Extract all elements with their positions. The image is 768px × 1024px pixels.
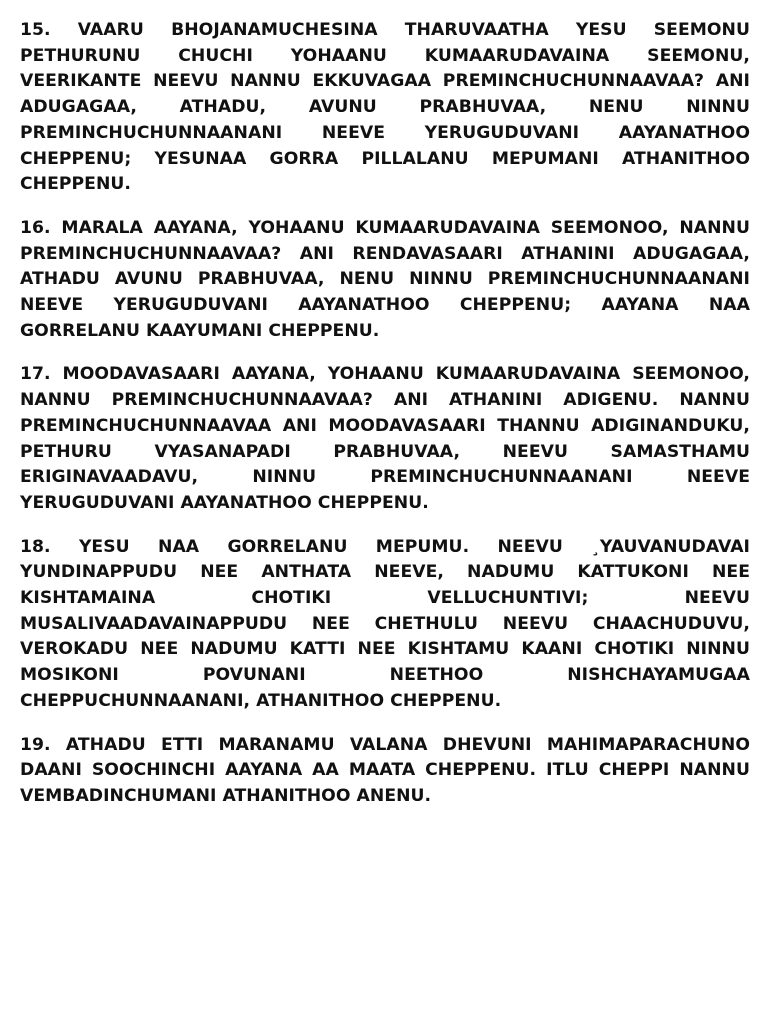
verse-16: 16. MARALA AAYANA, YOHAANU KUMAARUDAVAINA SEEMONOO, NANNU PREMINCHUCHUNNAAVAA? ANI RENDAVASAARI ATHANINI ADUGAGAA, ATHADU AVUNU PRABHUVAA, NENU NINNU PREMINCHUCHUNNAANANI NEEVE YERUGUDUVANI AAYANATHOO CHEPPENU; AAYANA NAA GORRELANU KAAYUMANI CHEPPENU.	[20, 217, 750, 341]
verse-17: 17. MOODAVASAARI AAYANA, YOHAANU KUMAARUDAVAINA SEEMONOO, NANNU PREMINCHUCHUNNAAVAA? ANI ATHANINI ADIGENU. NANNU PREMINCHUCHUNNAAVAA ANI MOODAVASAARI THANNU ADIGINANDUKU, PETHURU VYASANAPADI PRABHUVAA, NEEVU SAMASTHAMU ERIGINAVAADAVU, NINNU PREMINCHUCHUNNAANANI NEEVE YERUGUDUVANI AAYANATHOO CHEPPENU.	[20, 364, 750, 513]
verse-19: 19. ATHADU ETTI MARANAMU VALANA DHEVUNI MAHIMAPARACHUNO DAANI SOOCHINCHI AAYANA AA MAATA CHEPPENU. ITLU CHEPPI NANNU VEMBADINCHUMANI ATHANITHOO ANENU.	[20, 734, 750, 806]
verse-18: 18. YESU NAA GORRELANU MEPUMU. NEEVU ¸YAUVANUDAVAI YUNDINAPPUDU NEE ANTHATA NEEVE, NADUMU KATTUKONI NEE KISHTAMAINA CHOTIKI VELLUCHUNTIVI; NEEVU MUSALIVAADAVAINAPPUDU NEE CHETHULU NEEVU CHAACHUDUVU, VEROKADU NEE NADUMU KATTI NEE KISHTAMU KAANI CHOTIKI NINNU MOSIKONI POVUNANI NEETHOO NISHCHAYAMUGAA CHEPPUCHUNNAANANI, ATHANITHOO CHEPPENU.	[20, 536, 750, 711]
document-page	[20, 18, 750, 828]
verse-15: 15. VAARU BHOJANAMUCHESINA THARUVAATHA YESU SEEMONU PETHURUNU CHUCHI YOHAANU KUMAARUDAVAINA SEEMONU, VEERIKANTE NEEVU NANNU EKKUVAGAA PREMINCHUCHUNNAAVAA? ANI ADUGAGAA, ATHADU, AVUNU PRABHUVAA, NENU NINNU PREMINCHUCHUNNAANANI NEEVE YERUGUDUVANI AAYANATHOO CHEPPENU; YESUNAA GORRA PILLALANU MEPUMANI ATHANITHOO CHEPPENU.	[20, 20, 750, 195]
